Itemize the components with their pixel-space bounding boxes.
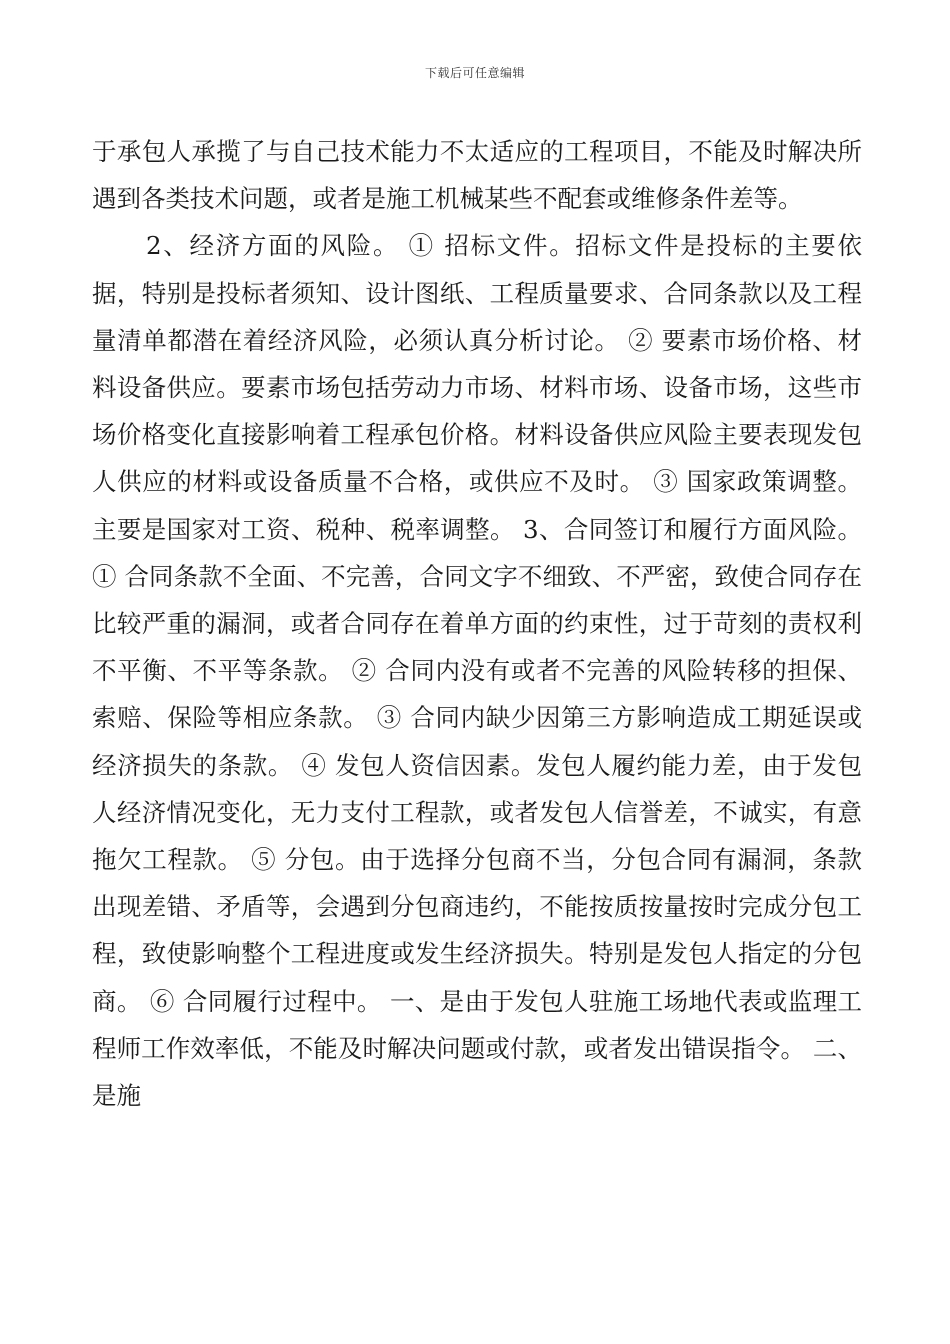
paragraph-continuation: 于承包人承揽了与自己技术能力不太适应的工程项目，不能及时解决所遇到各类技术问题，或者是施工机械某些不配套或维修条件差等。 [92,137,862,214]
document-body [92,128,862,1119]
header-note: 下载后可任意编辑 [424,66,525,80]
paragraph-economic-risk: 2、经济方面的风险。 ① 招标文件。招标文件是投标的主要依据，特别是投标者须知、设计图纸、工程质量要求、合同条款以及工程量清单都潜在着经济风险，必须认真分析讨论。 ② 要素市场价格、材料设备供应。要素市场包括劳动力市场、材料市场、设备市场，这些市场价格变化直接影响着工程承包价格。材料设备供应风险主要表现发包人供应的材料或设备质量不合格，或供应不及时。 ③ 国家政策调整。主要是国家对工资、税种、税率调整。 3、合同签订和履行方面风险。 ① 合同条款不全面、不完善，合同文字不细致、不严密，致使合同存在比较严重的漏洞，或者合同存在着单方面的约束性，过于苛刻的责权利不平衡、不平等条款。 ② 合同内没有或者不完善的风险转移的担保、索赔、保险等相应条款。 ③ 合同内缺少因第三方影响造成工期延误或经济损失的条款。 ④ 发包人资信因素。发包人履约能力差，由于发包人经济情况变化，无力支付工程款，或者发包人信誉差，不诚实，有意拖欠工程款。 ⑤ 分包。由于选择分包商不当，分包合同有漏洞，条款出现差错、矛盾等，会遇到分包商违约，不能按质按量按时完成分包工程，致使影响整个工程进度或发生经济损失。特别是发包人指定的分包商。 ⑥ 合同履行过程中。 一、是由于发包人驻施工场地代表或监理工程师工作效率低，不能及时解决问题或付款，或者发出错误指令。 二、是施 [92,231,862,1111]
